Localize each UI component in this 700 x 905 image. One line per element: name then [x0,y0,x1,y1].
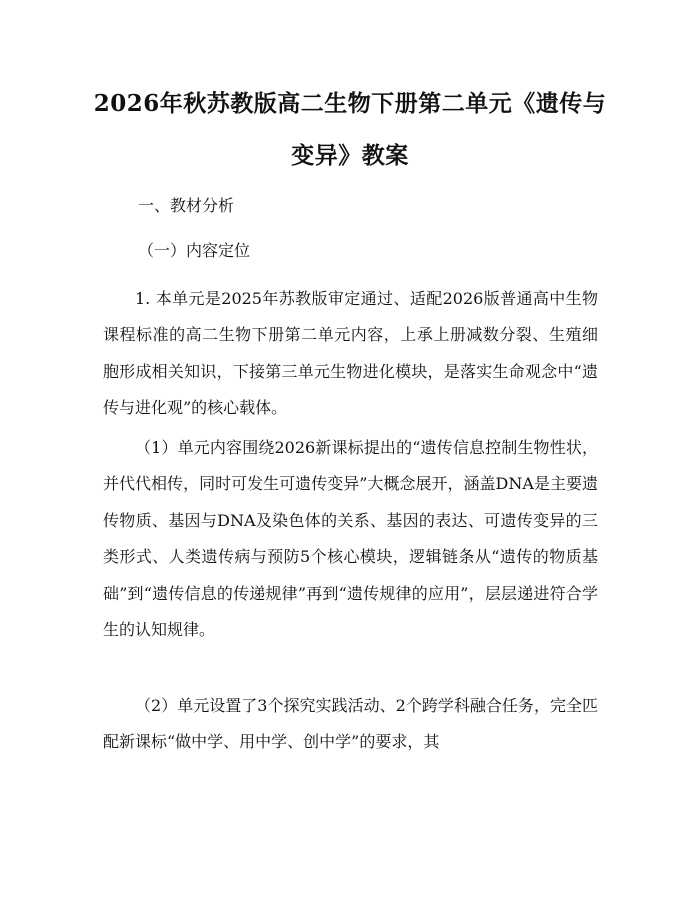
section-heading-textbook-analysis: 一、教材分析 [138,196,235,215]
paragraph-unit-overview: 1. 本单元是2025年苏教版审定通过、适配2026版普通高中生物课程标准的高二生物下册第二单元内容，上承上册减数分裂、生殖细胞形成相关知识，下接第三单元生物进化模块，是落实生命观念中“遗传与进化观”的核心载体。 [103,289,598,418]
paragraph-unit-content: （1）单元内容围绕2026新课标提出的“遗传信息控制生物性状，并代代相传，同时可发生可遗传变异”大概念展开，涵盖DNA是主要遗传物质、基因与DNA及染色体的关系、基因的表达、可遗传变异的三类形式、人类遗传病与预防5个核心模块，逻辑链条从“遗传的物质基础”到“遗传信息的传递规律”再到“遗传规律的应用”，层层递进符合学生的认知规律。 [103,438,598,640]
document-title: 2026年秋苏教版高二生物下册第二单元《遗传与变异》教案 [93,90,607,169]
paragraph-unit-activities: （2）单元设置了3个探究实践活动、2个跨学科融合任务，完全匹配新课标“做中学、用中学、创中学”的要求，其 [103,696,598,752]
subsection-heading-content-positioning: （一）内容定位 [138,241,251,260]
